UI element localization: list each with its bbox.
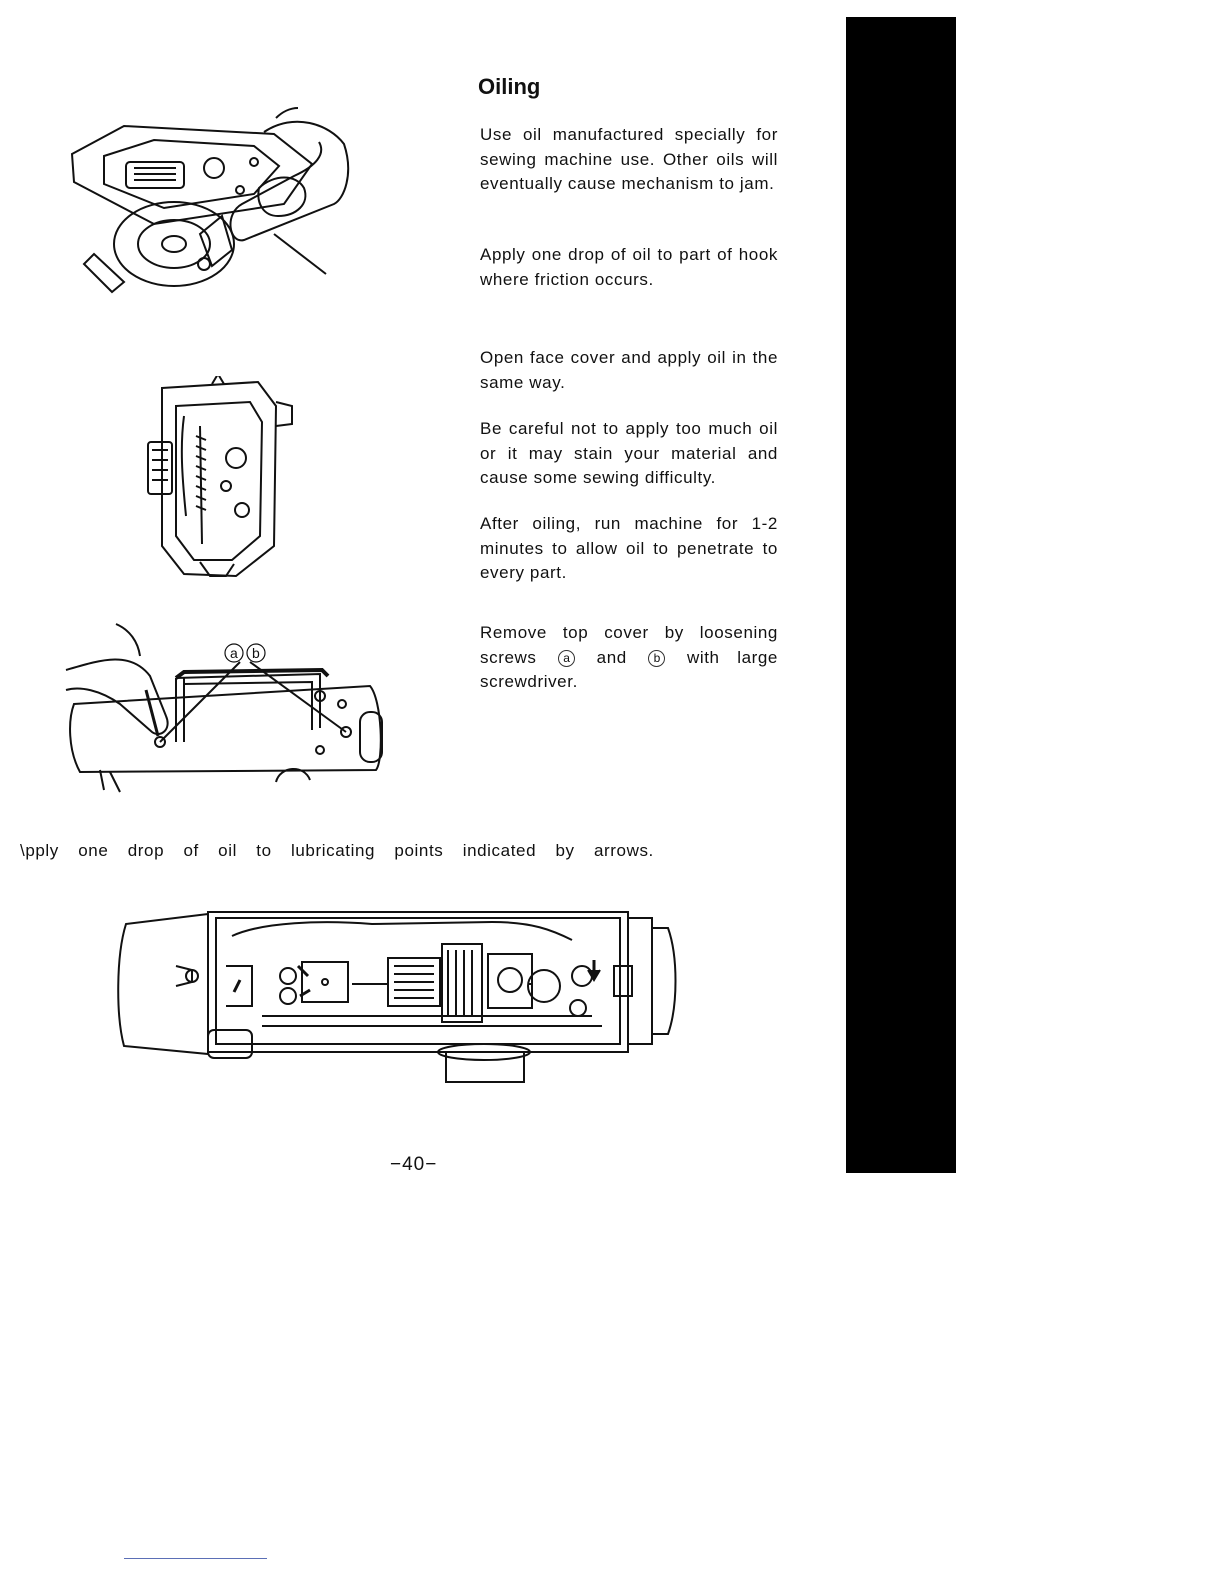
hook-oiling-drawing [64, 104, 364, 304]
screw-b-label: b [648, 650, 665, 667]
footer-rule [124, 1558, 267, 1559]
lubrication-points-caption: \pply one drop of oil to lubricating points indicated by arrows. [20, 841, 654, 860]
figure-screw-b-label: b [252, 645, 260, 661]
paragraph-caution: Be careful not to apply too much oil or it may stain your material and cause some sewing difficulty. [480, 419, 778, 487]
top-cover-text-start: Remove top cover by loosening screws [480, 623, 778, 667]
machine-interior-drawing [112, 906, 686, 1086]
paragraph-hook-oiling: Apply one drop of oil to part of hook where friction occurs. [480, 245, 778, 289]
paragraph-oil-type: Use oil manufactured specially for sewing machine use. Other oils will eventually cause mechanism to jam. [480, 125, 778, 193]
screw-a-label: a [558, 650, 575, 667]
face-cover-illustration [140, 376, 300, 582]
figure-screw-a-label: a [230, 645, 238, 661]
page-number: −40− [390, 1154, 438, 1175]
page-title: Oiling [478, 74, 541, 99]
hook-oiling-illustration [64, 104, 364, 304]
top-cover-text-end: with large screwdriver. [480, 647, 778, 691]
paragraph-face-cover: Open face cover and apply oil in the same way. [480, 348, 778, 392]
top-cover-text-and: and [596, 647, 627, 667]
black-edge-bar [846, 17, 956, 1173]
face-cover-drawing [140, 376, 300, 582]
top-cover-illustration [60, 620, 390, 800]
paragraph-top-cover [480, 621, 778, 695]
top-cover-drawing [60, 620, 390, 800]
machine-interior-illustration [112, 906, 686, 1086]
paragraph-run-machine: After oiling, run machine for 1-2 minutes to allow oil to penetrate to every part. [480, 514, 778, 582]
